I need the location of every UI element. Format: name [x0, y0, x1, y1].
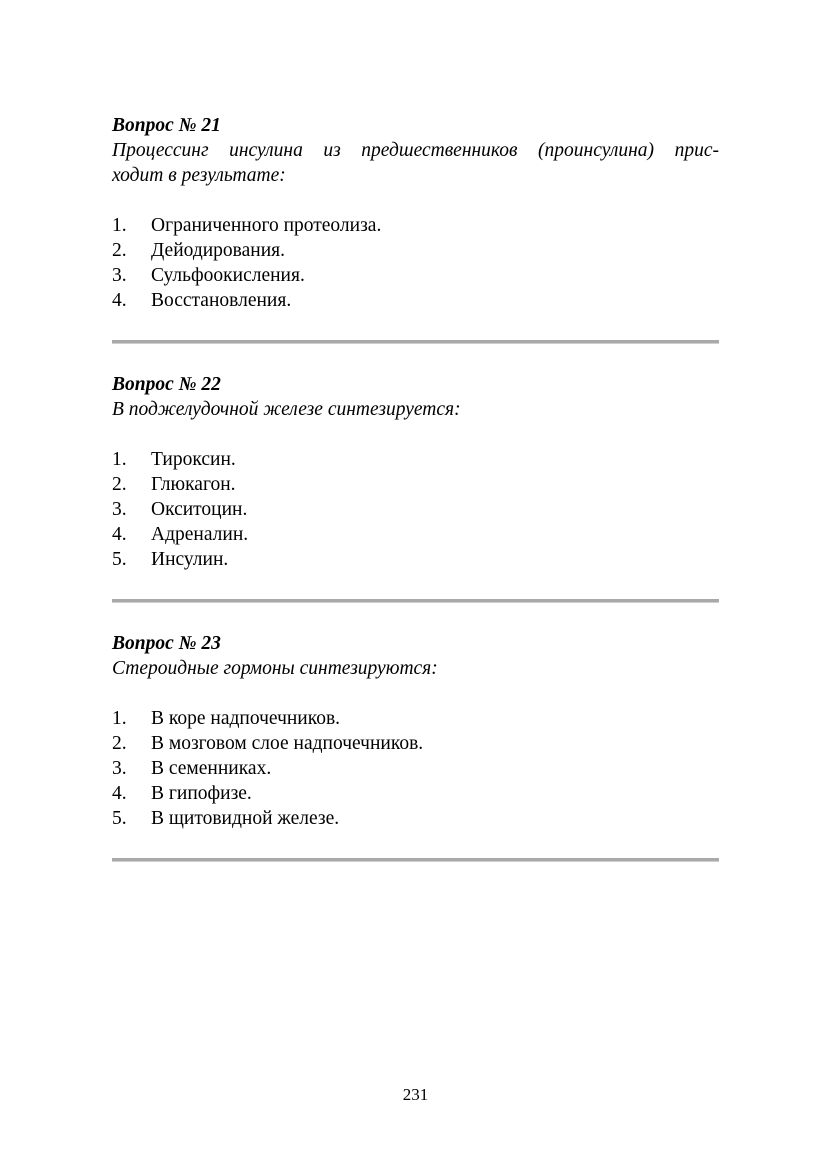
answer-option	[112, 447, 719, 472]
answer-text: Сульфоокисления.	[151, 265, 305, 286]
answer-text: Дейодирования.	[151, 240, 285, 261]
answer-option	[112, 806, 719, 831]
answer-number: 3.	[112, 499, 127, 520]
answer-number: 4.	[112, 290, 127, 311]
page-number: 231	[402, 1085, 429, 1104]
answer-option	[112, 547, 719, 572]
answer-option	[112, 781, 719, 806]
section-divider	[112, 599, 719, 603]
answer-list	[112, 447, 719, 572]
question-text-line: Стероидные гормоны синтезируются:	[112, 658, 438, 679]
answer-number: 3.	[112, 265, 127, 286]
question-23	[112, 631, 719, 831]
section-divider	[112, 858, 719, 862]
answer-option	[112, 238, 719, 263]
answer-option	[112, 731, 719, 756]
answer-text: В щитовидной железе.	[151, 808, 340, 829]
answer-text: В коре надпочечников.	[151, 708, 341, 729]
answer-number: 1.	[112, 449, 127, 470]
answer-number: 4.	[112, 783, 127, 804]
question-21	[112, 113, 719, 313]
answer-number: 1.	[112, 215, 127, 236]
page-content	[112, 113, 719, 890]
question-text-line: В поджелудочной железе синтезируется:	[112, 399, 461, 420]
answer-number: 2.	[112, 474, 127, 495]
question-text-line: Процессинг инсулина из предшественников (проинсулина) прис-	[112, 140, 719, 161]
answer-option	[112, 706, 719, 731]
answer-list	[112, 213, 719, 313]
question-22	[112, 372, 719, 572]
answer-option	[112, 497, 719, 522]
answer-number: 5.	[112, 549, 127, 570]
answer-option	[112, 756, 719, 781]
answer-text: Окситоцин.	[151, 499, 248, 520]
answer-text: В семенниках.	[151, 758, 272, 779]
answer-text: Инсулин.	[151, 549, 229, 570]
answer-option	[112, 522, 719, 547]
answer-option	[112, 263, 719, 288]
answer-number: 4.	[112, 524, 127, 545]
question-text-line: ходит в результате:	[112, 165, 286, 186]
answer-text: Ограниченного протеолиза.	[151, 215, 382, 236]
section-divider	[112, 340, 719, 344]
answer-number: 2.	[112, 733, 127, 754]
answer-text: Тироксин.	[151, 449, 236, 470]
answer-text: В мозговом слое надпочечников.	[151, 733, 424, 754]
answer-number: 5.	[112, 808, 127, 829]
question-title: Вопрос № 23	[112, 633, 221, 654]
question-title: Вопрос № 22	[112, 374, 221, 395]
answer-text: Восстановления.	[151, 290, 292, 311]
answer-text: Адреналин.	[151, 524, 249, 545]
answer-option	[112, 288, 719, 313]
answer-text: В гипофизе.	[151, 783, 252, 804]
answer-number: 1.	[112, 708, 127, 729]
answer-option	[112, 213, 719, 238]
answer-number: 3.	[112, 758, 127, 779]
answer-text: Глюкагон.	[151, 474, 236, 495]
question-title: Вопрос № 21	[112, 115, 221, 136]
answer-option	[112, 472, 719, 497]
answer-number: 2.	[112, 240, 127, 261]
answer-list	[112, 706, 719, 831]
